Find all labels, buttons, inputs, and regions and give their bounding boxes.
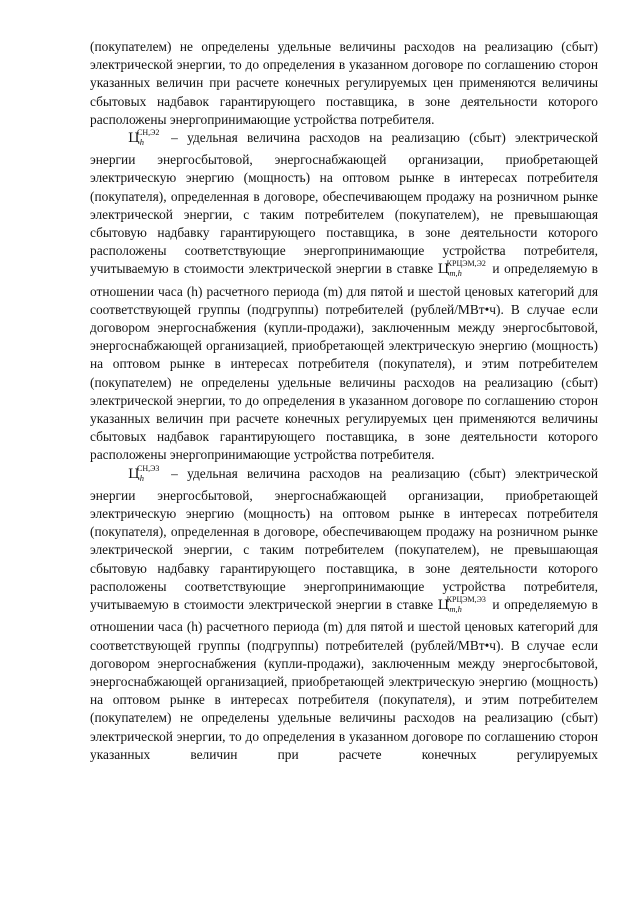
- paragraph-continuation: [90, 38, 598, 129]
- document-page: [90, 38, 598, 764]
- paragraph-text: и определяемую в отношении часа (h) расчетного периода (m) для пятой и шестой ценовых категорий для соответствующей группы (подгруппы) потребителей (рублей/МВт•ч). В случае если договором энергоснабжения (купли-продажи), заключенным между энергосбытовой, энергоснабжающей организацией, приобретающей электрическую энергию (мощность) на оптовом рынке в интересах потребителя (покупателя), и этим потребителем (покупателем) не определены удельные величины расходов на реализацию (сбыт) электрической энергии, то до определения в указанном договоре по соглашению сторон указанных величин при расчете конечных регулируемых: [90, 597, 598, 762]
- paragraph-e3-definition: [90, 465, 598, 764]
- formula-symbol-krcem-e2: $Ц_{m,h}$ КРЦЭМ,Э2: [437, 259, 486, 279]
- paragraph-text: (покупателем) не определены удельные величины расходов на реализацию (сбыт) электрической энергии, то до определения в указанном договоре по соглашению сторон указанных величин при расчете конечных регулируемых цен применяются величины сбытовых надбавок гарантирующего поставщика, в зоне деятельности которого расположены энергопринимающие устройства потребителя.: [90, 39, 598, 127]
- formula-symbol-sn-e3: $Ц_h$ СН,Э3: [128, 463, 160, 483]
- paragraph-text: и определяемую в отношении часа (h) расчетного периода (m) для пятой и шестой ценовых категорий для соответствующей группы (подгруппы) потребителей (рублей/МВт•ч). В случае если договором энергоснабжения (купли-продажи), заключенным между энергосбытовой, энергоснабжающей организацией, приобретающей электрическую энергию (мощность) на оптовом рынке в интересах потребителя (покупателя), и этим потребителем (покупателем) не определены удельные величины расходов на реализацию (сбыт) электрической энергии, то до определения в указанном договоре по соглашению сторон указанных величин при расчете конечных регулируемых цен применяются величины сбытовых надбавок гарантирующего поставщика, в зоне деятельности которого расположены энергопринимающие устройства потребителя.: [90, 261, 598, 463]
- formula-symbol-krcem-e3: $Ц_{m,h}$ КРЦЭМ,Э3: [437, 595, 486, 615]
- paragraph-text: – удельная величина расходов на реализацию (сбыт) электрической энергии энергосбытовой, энергоснабжающей организации, приобретающей электрическую энергию (мощность) на оптовом рынке в интересах потребителя (покупателя), определенная в договоре, обеспечивающем продажу на розничном рынке электрической энергии, с таким потребителем (покупателем), не превышающая сбытовую надбавку гарантирующего поставщика, в зоне деятельности которого расположены соответствующие энергопринимающие устройства потребителя, учитываемую в стоимости электрической энергии в ставке: [90, 130, 598, 277]
- paragraph-text: – удельная величина расходов на реализацию (сбыт) электрической энергии энергосбытовой, энергоснабжающей организации, приобретающей электрическую энергию (мощность) на оптовом рынке в интересах потребителя (покупателя), определенная в договоре, обеспечивающем продажу на розничном рынке электрической энергии, с таким потребителем (покупателем), не превышающая сбытовую надбавку гарантирующего поставщика, в зоне деятельности которого расположены соответствующие энергопринимающие устройства потребителя, учитываемую в стоимости электрической энергии в ставке: [90, 465, 598, 613]
- paragraph-e2-definition: [90, 129, 598, 465]
- formula-symbol-sn-e2: $Ц_h$ СН,Э2: [128, 128, 160, 148]
